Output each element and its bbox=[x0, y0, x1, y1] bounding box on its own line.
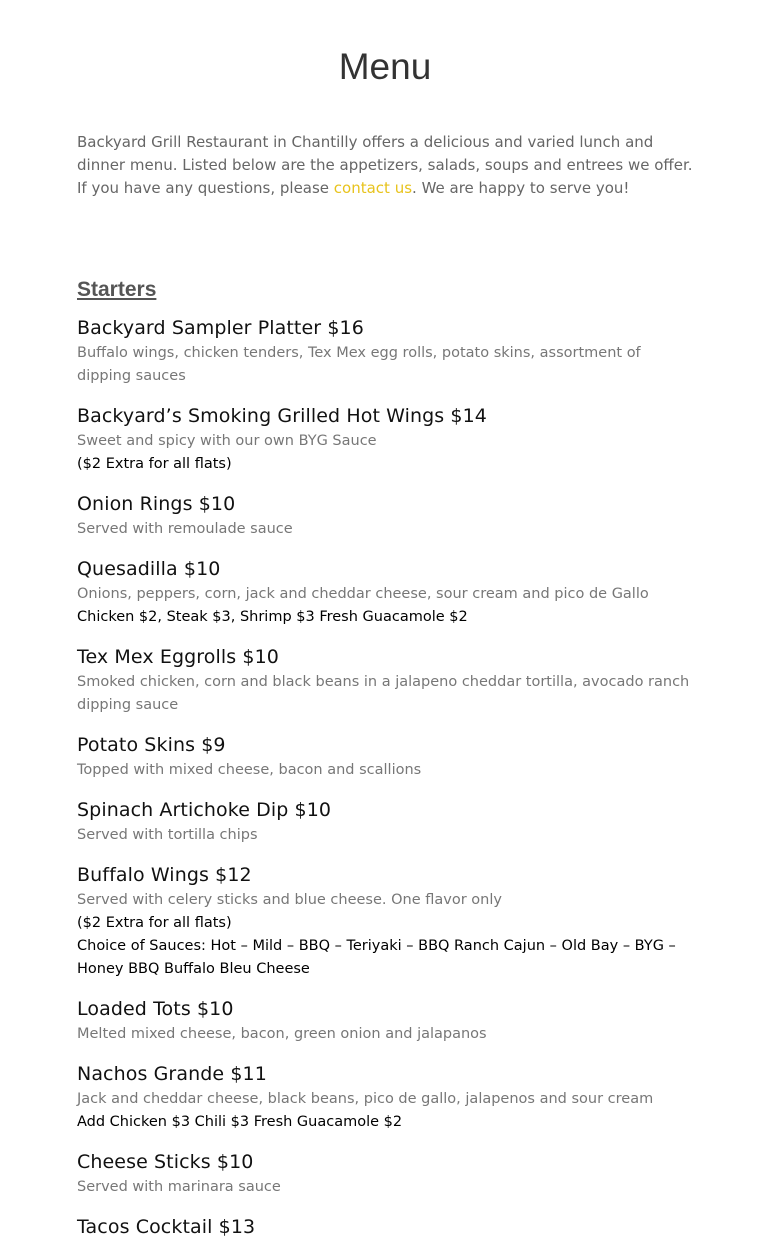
menu-item-description: Onions, peppers, corn, jack and cheddar cheese, sour cream and pico de Gallo bbox=[77, 586, 649, 602]
menu-item-name: Buffalo Wings $12 bbox=[77, 864, 252, 886]
menu-item bbox=[77, 490, 693, 541]
section-title-starters: Starters bbox=[77, 278, 157, 301]
menu-item bbox=[77, 314, 693, 388]
menu-item-name: Potato Skins $9 bbox=[77, 734, 226, 756]
menu-item-name: Onion Rings $10 bbox=[77, 493, 236, 515]
menu-item bbox=[77, 1148, 693, 1199]
menu-item-name: Backyard Sampler Platter $16 bbox=[77, 317, 364, 339]
menu-item-name: Tacos Cocktail $13 bbox=[77, 1216, 256, 1238]
menu-item-note: Add Chicken $3 Chili $3 Fresh Guacamole $2 bbox=[77, 1114, 403, 1130]
starters-list bbox=[77, 314, 693, 1255]
menu-item bbox=[77, 1060, 693, 1134]
menu-item-name: Nachos Grande $11 bbox=[77, 1063, 267, 1085]
menu-item-description: Buffalo wings, chicken tenders, Tex Mex egg rolls, potato skins, assortment of dipping sauces bbox=[77, 345, 641, 384]
intro-text-after: . We are happy to serve you! bbox=[412, 179, 630, 197]
menu-item-description: Served with remoulade sauce bbox=[77, 521, 293, 537]
menu-item bbox=[77, 731, 693, 782]
intro-text-before: Backyard Grill Restaurant in Chantilly offers a delicious and varied lunch and dinner menu. Listed below are the appetizers, salads, soups and entrees we offer. If you have any questions, please bbox=[77, 133, 693, 197]
menu-item-description: Topped with mixed cheese, bacon and scallions bbox=[77, 762, 422, 778]
menu-item bbox=[77, 643, 693, 717]
menu-item-description: Sweet and spicy with our own BYG Sauce bbox=[77, 433, 377, 449]
menu-item-name: Quesadilla $10 bbox=[77, 558, 221, 580]
menu-item-note: Choice of Sauces: Hot – Mild – BBQ – Teriyaki – BBQ Ranch Cajun – Old Bay – BYG – Honey BBQ Buffalo Bleu Cheese bbox=[77, 938, 676, 977]
menu-item bbox=[77, 861, 693, 981]
menu-item-description: Served with marinara sauce bbox=[77, 1179, 281, 1195]
page-title: Menu bbox=[338, 46, 432, 87]
menu-item-description: Smoked chicken, corn and black beans in a jalapeno cheddar tortilla, avocado ranch dipping sauce bbox=[77, 674, 690, 713]
menu-item-note: ($2 Extra for all flats) bbox=[77, 456, 232, 472]
menu-item-description: Served with celery sticks and blue cheese. One flavor only bbox=[77, 892, 502, 908]
menu-item-name: Backyard’s Smoking Grilled Hot Wings $14 bbox=[77, 405, 487, 427]
menu-item bbox=[77, 402, 693, 476]
menu-item-note: ($2 Extra for all flats) bbox=[77, 915, 232, 931]
menu-item-name: Cheese Sticks $10 bbox=[77, 1151, 254, 1173]
intro-paragraph bbox=[77, 131, 693, 200]
menu-item bbox=[77, 796, 693, 847]
contact-us-link[interactable]: contact us bbox=[333, 179, 413, 197]
menu-item bbox=[77, 555, 693, 629]
menu-item bbox=[77, 1213, 693, 1241]
menu-item-name: Tex Mex Eggrolls $10 bbox=[77, 646, 279, 668]
menu-item-description: Jack and cheddar cheese, black beans, pico de gallo, jalapenos and sour cream bbox=[77, 1091, 654, 1107]
menu-item-note: Chicken $2, Steak $3, Shrimp $3 Fresh Guacamole $2 bbox=[77, 609, 468, 625]
menu-item bbox=[77, 995, 693, 1046]
menu-item-name: Spinach Artichoke Dip $10 bbox=[77, 799, 332, 821]
menu-item-description: Melted mixed cheese, bacon, green onion and jalapanos bbox=[77, 1026, 487, 1042]
menu-item-description: Served with tortilla chips bbox=[77, 827, 258, 843]
menu-item-name: Loaded Tots $10 bbox=[77, 998, 234, 1020]
